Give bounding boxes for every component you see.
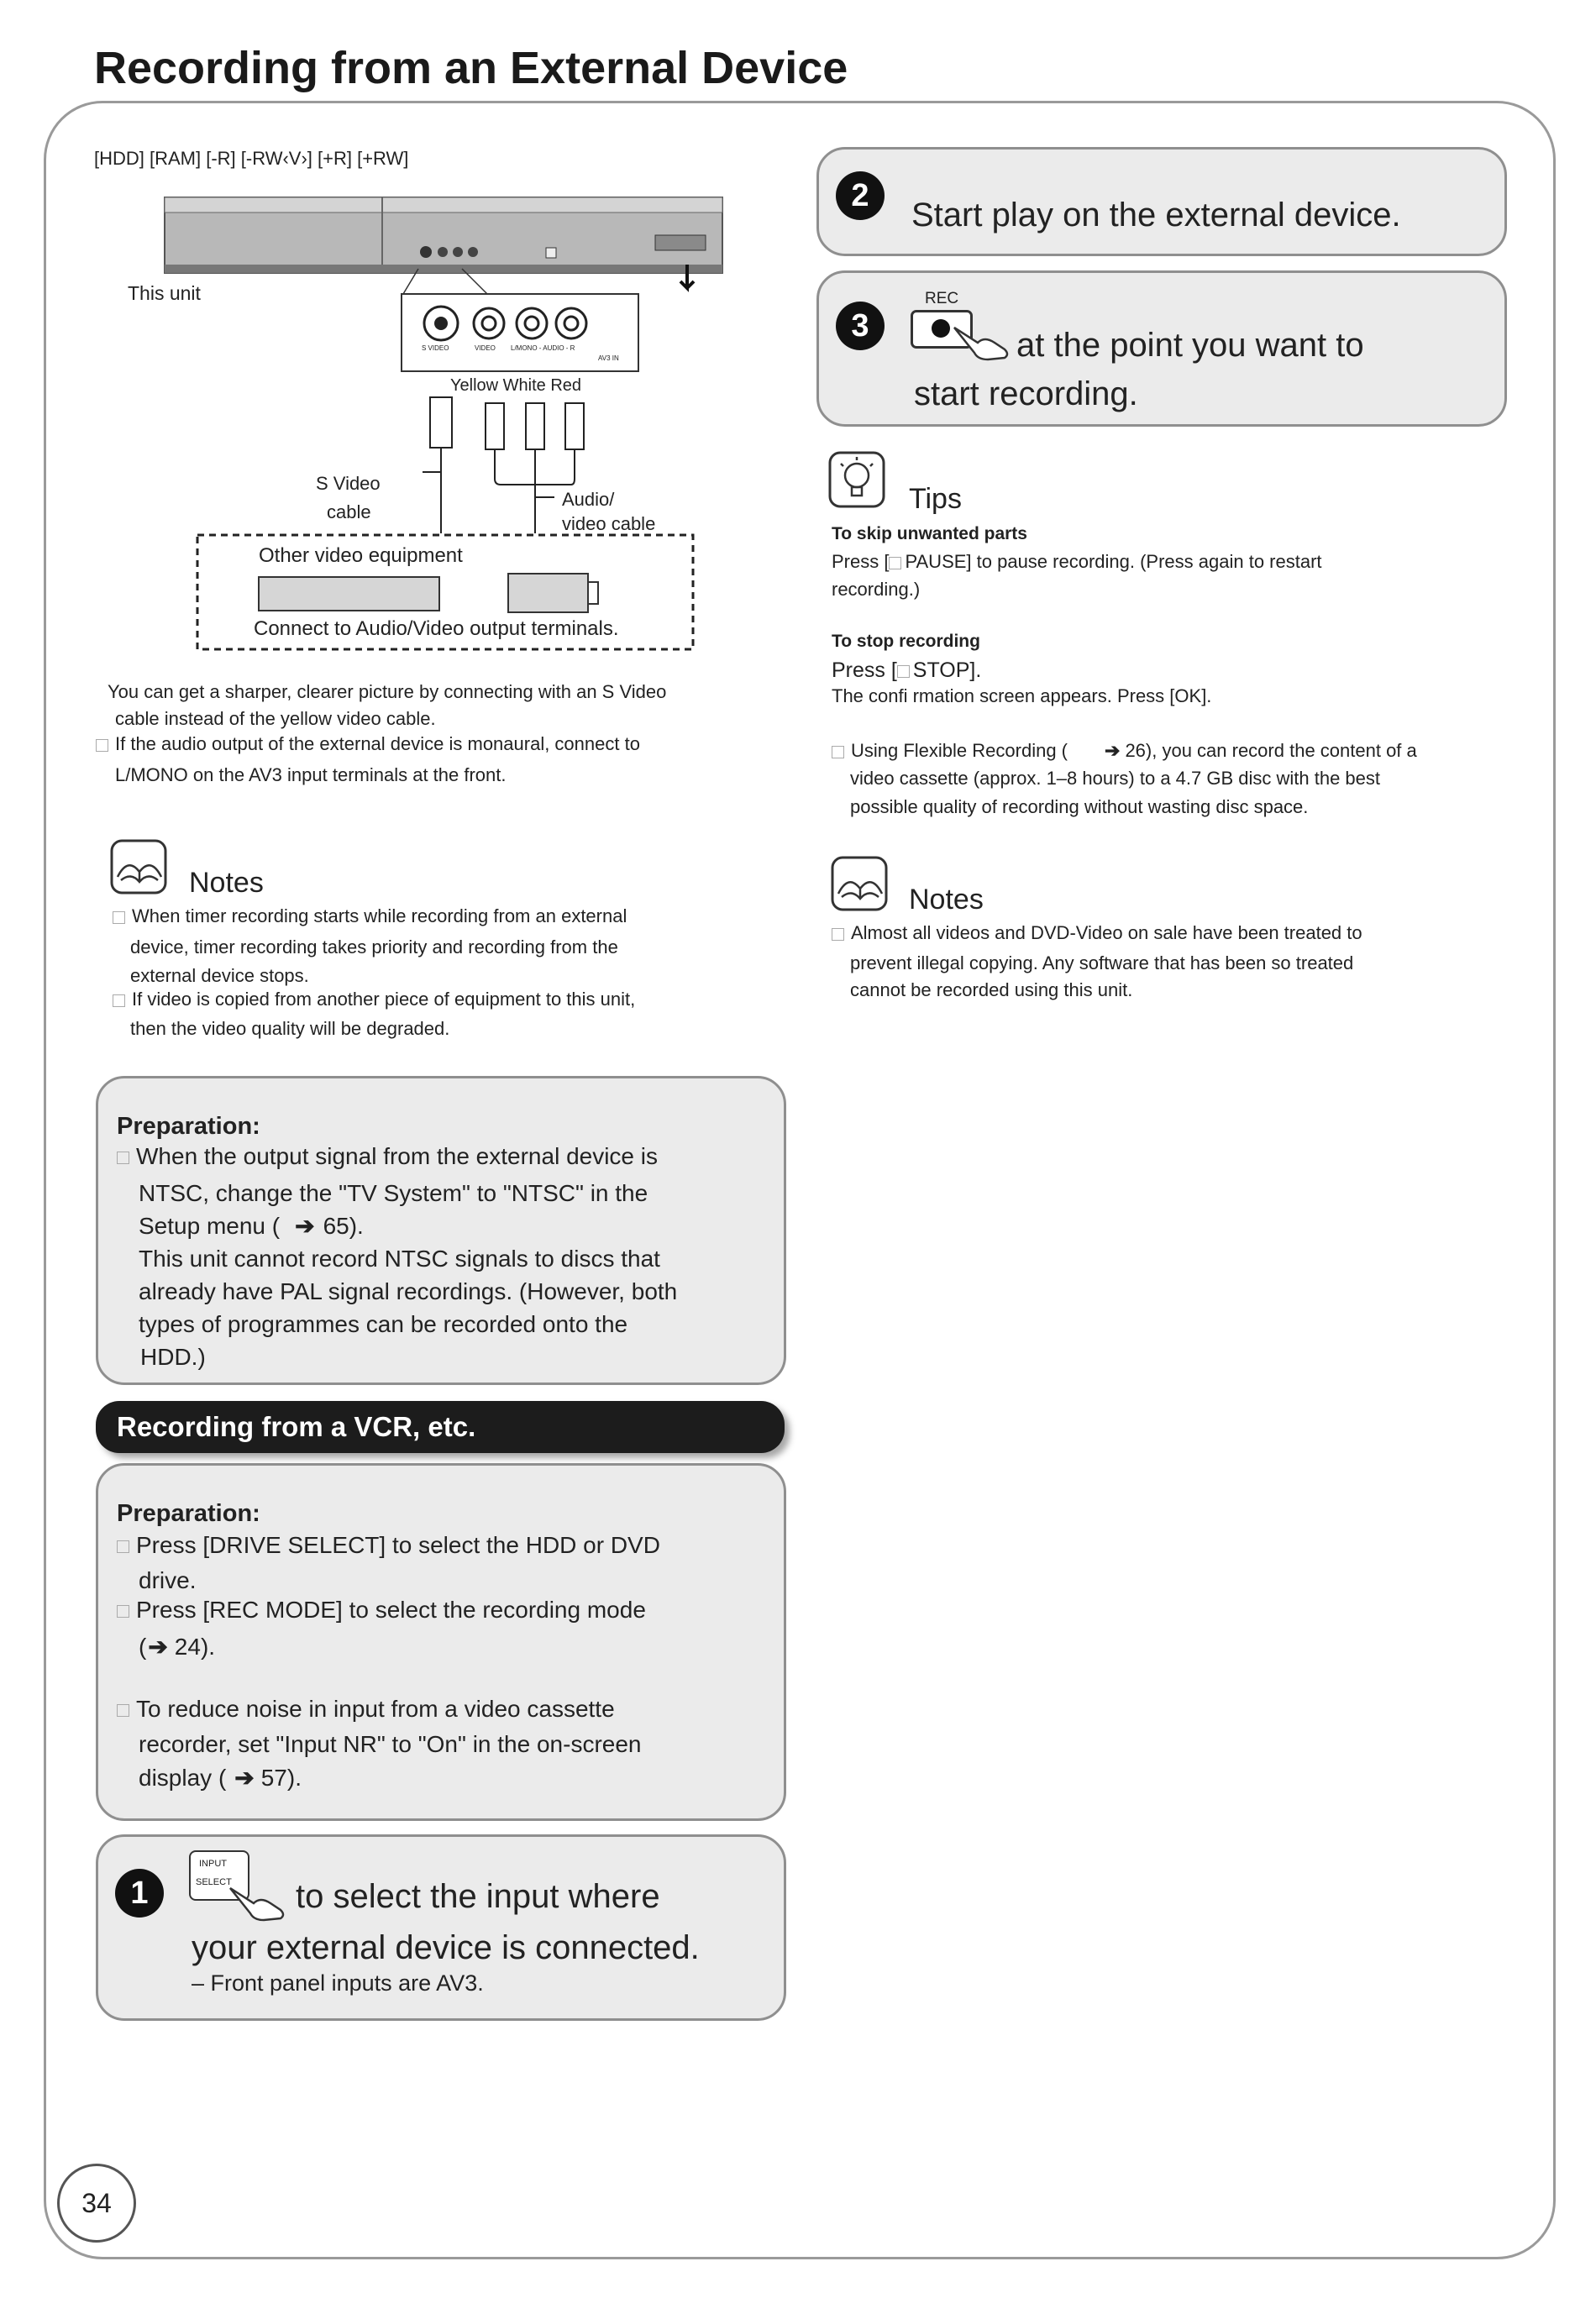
notes-book-icon xyxy=(109,838,170,897)
av3-terminal-label: AV3 IN xyxy=(598,354,619,362)
tips-subheading: To skip unwanted parts xyxy=(832,524,1027,543)
notes-heading: Notes xyxy=(189,867,264,899)
s-video-cable-label-2: cable xyxy=(327,501,371,522)
notes-line: device, timer recording takes priority and recording from the xyxy=(130,937,618,958)
intro-note-line: cable instead of the yellow video cable. xyxy=(115,708,436,729)
step-number-2: 2 xyxy=(836,171,885,220)
notes-heading: Notes xyxy=(909,884,984,916)
video-terminal-label: VIDEO xyxy=(475,344,496,352)
s-video-cable-label-1: S Video xyxy=(316,473,381,494)
prep-line: display ( ➔ 57). xyxy=(139,1765,302,1791)
page-number: 34 xyxy=(57,2164,136,2243)
notes-line: cannot be recorded using this unit. xyxy=(850,979,1133,1000)
step-number-1: 1 xyxy=(115,1869,164,1918)
page-title: Recording from an External Device xyxy=(94,43,848,93)
notes-line: Almost all videos and DVD-Video on sale have been treated to xyxy=(832,918,1362,948)
step-3-text: at the point you want to xyxy=(1016,327,1364,364)
prep-line: HDD.) xyxy=(140,1344,206,1370)
preparation-heading: Preparation: xyxy=(117,1500,260,1527)
step-1-text: to select the input where xyxy=(296,1878,660,1915)
other-equipment-label: Other video equipment xyxy=(259,544,463,567)
prep-line: drive. xyxy=(139,1567,197,1593)
preparation-heading: Preparation: xyxy=(117,1113,260,1140)
av-cable-label-2: video cable xyxy=(562,513,656,534)
prep-line: To reduce noise in input from a video cassette xyxy=(117,1692,615,1726)
notes-book-icon xyxy=(830,855,890,914)
tips-line: Press [ PAUSE] to pause recording. (Press again to restart xyxy=(832,551,1322,572)
tips-line: The confi rmation screen appears. Press [OK]. xyxy=(832,685,1212,706)
connect-note: Connect to Audio/Video output terminals. xyxy=(254,617,619,640)
prep-line: recorder, set "Input NR" to "On" in the on-screen xyxy=(139,1731,642,1757)
arrow-right-icon: ➔ xyxy=(148,1634,168,1660)
rec-button-label: REC xyxy=(925,290,959,307)
tips-line: recording.) xyxy=(832,579,921,600)
notes-line: When timer recording starts while recording from an external xyxy=(113,901,627,931)
vcr-section-heading: Recording from a VCR, etc. xyxy=(96,1401,785,1453)
notes-line: If video is copied from another piece of equipment to this unit, xyxy=(113,984,635,1015)
notes-line: external device stops. xyxy=(130,965,309,986)
intro-note-line: If the audio output of the external device is monaural, connect to xyxy=(96,729,640,759)
step-number-3: 3 xyxy=(836,302,885,350)
prep-line: NTSC, change the "TV System" to "NTSC" in the xyxy=(139,1180,648,1206)
av-cable-label-1: Audio/ xyxy=(562,489,615,510)
arrow-right-icon: ➔ xyxy=(234,1765,255,1791)
step-1-text: your external device is connected. xyxy=(192,1929,700,1966)
arrow-right-icon: ➔ xyxy=(295,1213,315,1239)
prep-line: already have PAL signal recordings. (However, both xyxy=(139,1278,678,1304)
notes-line: prevent illegal copying. Any software that has been so treated xyxy=(850,952,1354,973)
notes-line: then the video quality will be degraded. xyxy=(130,1018,450,1039)
pointing-hand-icon xyxy=(227,1880,291,1923)
disc-types: [HDD] [RAM] [-R] [-RW‹V›] [+R] [+RW] xyxy=(94,148,409,169)
connection-diagram xyxy=(126,189,731,659)
pointing-hand-icon xyxy=(951,319,1015,363)
this-unit-label: This unit xyxy=(128,282,201,304)
prep-line: When the output signal from the external device is xyxy=(117,1140,658,1173)
tips-heading: Tips xyxy=(909,483,962,515)
input-select-button-icon: INPUT SELECT xyxy=(189,1850,249,1901)
tips-line: video cassette (approx. 1–8 hours) to a 4.7 GB disc with the best xyxy=(850,768,1381,789)
step-3-text: start recording. xyxy=(914,375,1138,412)
tips-line: Press [ STOP]. xyxy=(832,658,982,682)
tips-subheading: To stop recording xyxy=(832,632,980,651)
intro-note-line: You can get a sharper, clearer picture by connecting with an S Video xyxy=(108,681,667,702)
prep-line: types of programmes can be recorded onto the xyxy=(139,1311,628,1337)
tips-line: Using Flexible Recording ( ➔ 26), you can record the content of a xyxy=(832,736,1417,766)
audio-terminal-label: L/MONO - AUDIO - R xyxy=(511,344,575,352)
arrow-right-icon: ➔ xyxy=(1105,740,1121,761)
prep-line: This unit cannot record NTSC signals to discs that xyxy=(139,1246,660,1272)
tips-lightbulb-icon xyxy=(827,450,888,511)
tips-line: possible quality of recording without wasting disc space. xyxy=(850,796,1309,817)
prep-line: (➔ 24). xyxy=(139,1634,216,1660)
prep-line: Setup menu ( ➔ 65). xyxy=(139,1213,364,1239)
intro-note-line: L/MONO on the AV3 input terminals at the front. xyxy=(115,764,507,785)
step-2-text: Start play on the external device. xyxy=(911,197,1401,233)
prep-line: Press [DRIVE SELECT] to select the HDD or DVD xyxy=(117,1529,660,1562)
s-video-terminal-label: S VIDEO xyxy=(422,344,449,352)
step-1-subtext: – Front panel inputs are AV3. xyxy=(192,1970,484,1996)
prep-line: Press [REC MODE] to select the recording mode xyxy=(117,1593,646,1627)
plug-color-labels: Yellow White Red xyxy=(450,376,582,395)
